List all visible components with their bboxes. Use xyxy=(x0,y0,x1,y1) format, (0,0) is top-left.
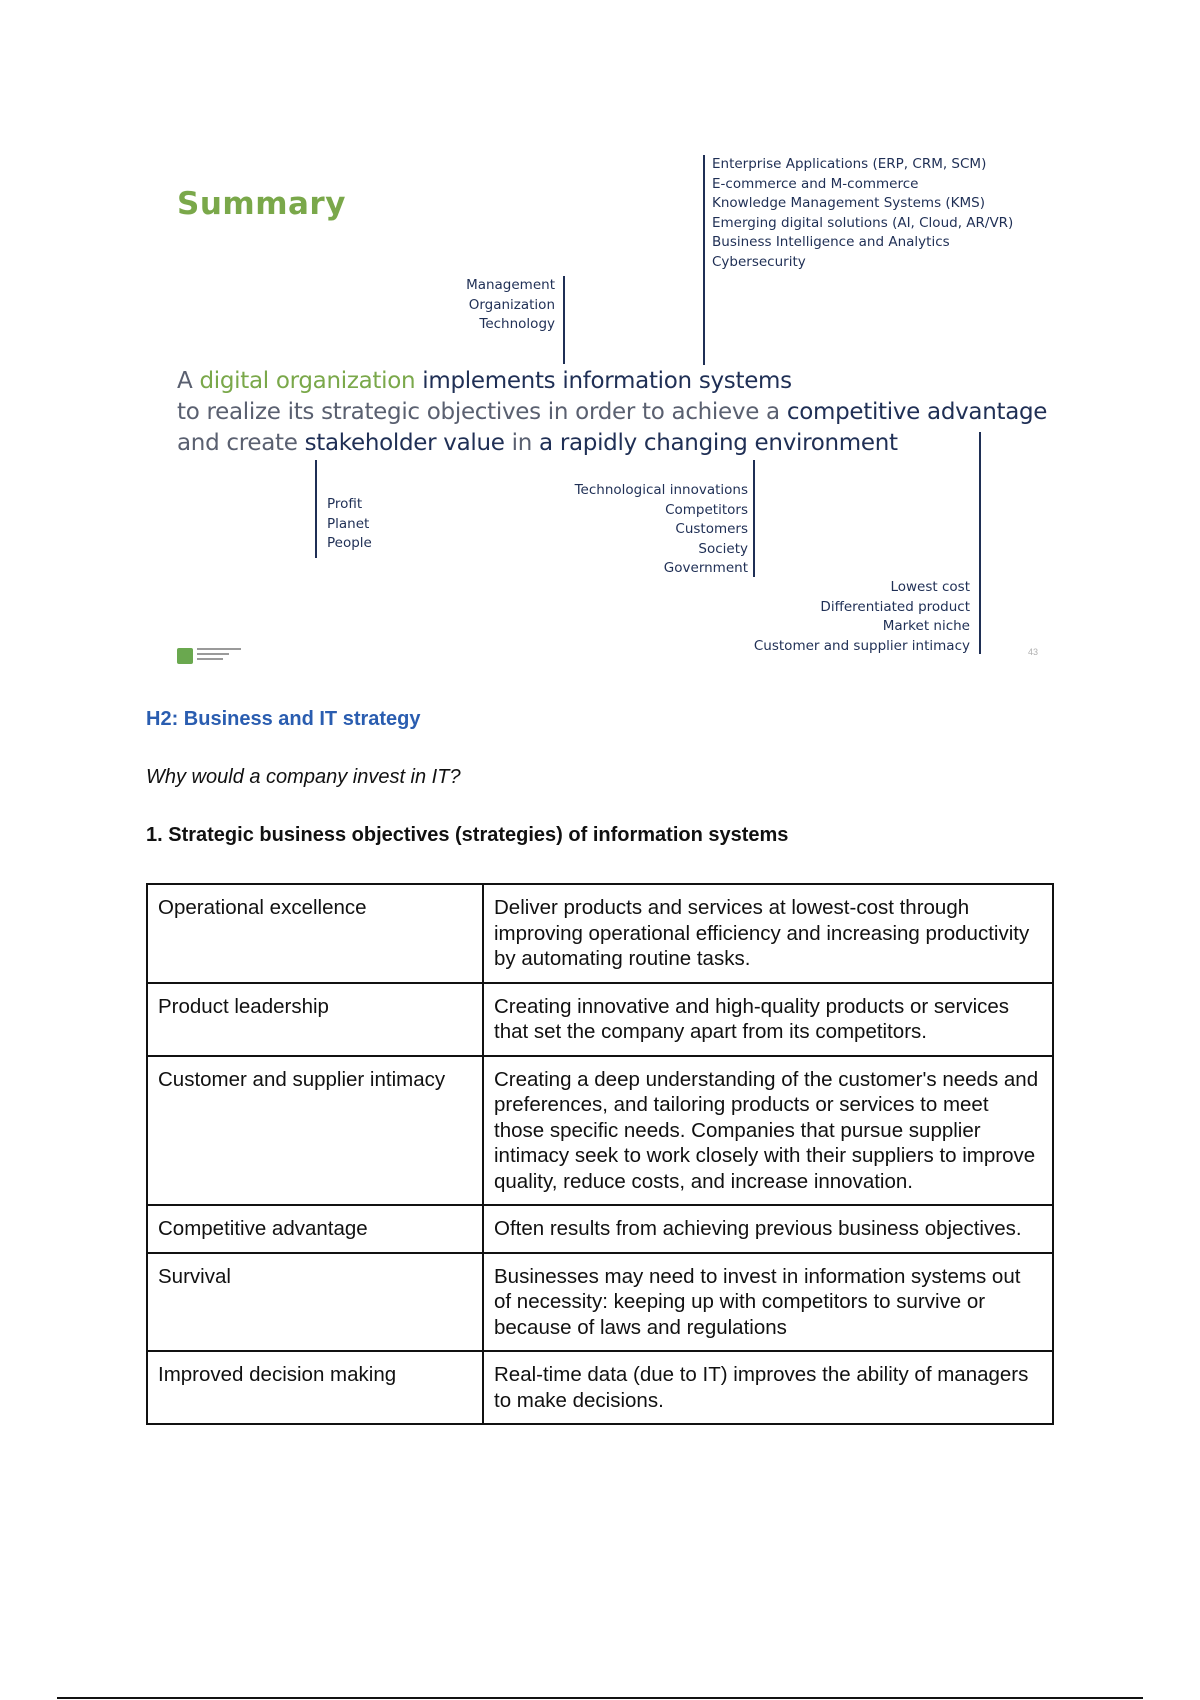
objective-label: Competitive advantage xyxy=(147,1205,483,1253)
list-item: Government xyxy=(663,560,748,576)
objective-label: Improved decision making xyxy=(147,1351,483,1424)
objective-description: Creating a deep understanding of the customer's needs and preferences, and tailoring products or services to meet those specific needs. Companies that pursue supplier intimacy seek to work closely with their suppliers to improve quality, reduce costs, and increase innovation. xyxy=(483,1056,1053,1206)
slide-page-number: 43 xyxy=(1028,647,1039,657)
list-item: Business Intelligence and Analytics xyxy=(712,234,950,250)
list-item: Differentiated product xyxy=(820,598,970,615)
connector-line-dimensions xyxy=(563,276,565,364)
list-item: E-commerce and M-commerce xyxy=(712,175,919,192)
list-item: Customers xyxy=(675,521,748,537)
objective-description: Businesses may need to invest in information systems out of necessity: keeping up with competitors to survive or because of laws and regulations xyxy=(483,1253,1053,1352)
connector-line-environment xyxy=(753,460,755,577)
objective-label: Customer and supplier intimacy xyxy=(147,1056,483,1206)
objective-label: Product leadership xyxy=(147,983,483,1056)
table-row xyxy=(147,1056,1053,1206)
summary-statement: A digital organization implements information systems to realize its strategic objectives in order to achieve a competitive advantage and create stakeholder value in a rapidly changing environment xyxy=(177,368,1048,456)
subsection-heading: 1. Strategic business objectives (strategies) of information systems xyxy=(146,824,789,846)
list-item: Cybersecurity xyxy=(712,253,806,270)
environment-list xyxy=(540,481,748,579)
list-item: Technological innovations xyxy=(574,482,748,498)
slide-title: Summary xyxy=(177,186,346,222)
list-item: Customer and supplier intimacy xyxy=(753,637,970,654)
summary-slide xyxy=(0,0,1200,690)
list-item: Society xyxy=(698,540,748,557)
list-item: People xyxy=(327,535,372,551)
list-item: Management xyxy=(466,277,555,293)
objective-label: Operational excellence xyxy=(147,884,483,983)
list-item: Profit xyxy=(327,496,363,512)
connector-line-advantage xyxy=(979,432,981,654)
applications-list xyxy=(712,155,1013,272)
university-name-graphic xyxy=(197,648,247,664)
list-item: Emerging digital solutions (AI, Cloud, AR/VR) xyxy=(712,214,1014,231)
list-item: Market niche xyxy=(882,618,970,634)
objective-label: Survival xyxy=(147,1253,483,1352)
objectives-table xyxy=(146,883,1054,1425)
connector-line-stakeholder xyxy=(315,460,317,558)
section-heading: H2: Business and IT strategy xyxy=(146,708,421,730)
dimensions-list xyxy=(420,276,555,335)
stakeholder-list xyxy=(327,495,372,554)
list-item: Planet xyxy=(327,515,370,532)
list-item: Knowledge Management Systems (KMS) xyxy=(712,195,985,211)
table-row xyxy=(147,1351,1053,1424)
university-logo-icon xyxy=(177,648,193,664)
table-row xyxy=(147,884,1053,983)
objective-description: Creating innovative and high-quality products or services that set the company apart from its competitors. xyxy=(483,983,1053,1056)
list-item: Organization xyxy=(468,296,555,313)
list-item: Lowest cost xyxy=(890,579,970,595)
table-row xyxy=(147,1253,1053,1352)
advantage-list xyxy=(700,578,970,656)
list-item: Competitors xyxy=(665,501,748,518)
objective-description: Often results from achieving previous business objectives. xyxy=(483,1205,1053,1253)
connector-line-applications xyxy=(703,155,705,365)
table-row xyxy=(147,1205,1053,1253)
page-footer-rule xyxy=(57,1697,1143,1699)
objective-description: Real-time data (due to IT) improves the ability of managers to make decisions. xyxy=(483,1351,1053,1424)
intro-question: Why would a company invest in IT? xyxy=(146,766,461,788)
objective-description: Deliver products and services at lowest-cost through improving operational efficiency and increasing productivity by automating routine tasks. xyxy=(483,884,1053,983)
table-row xyxy=(147,983,1053,1056)
list-item: Enterprise Applications (ERP, CRM, SCM) xyxy=(712,156,987,172)
list-item: Technology xyxy=(479,316,555,332)
